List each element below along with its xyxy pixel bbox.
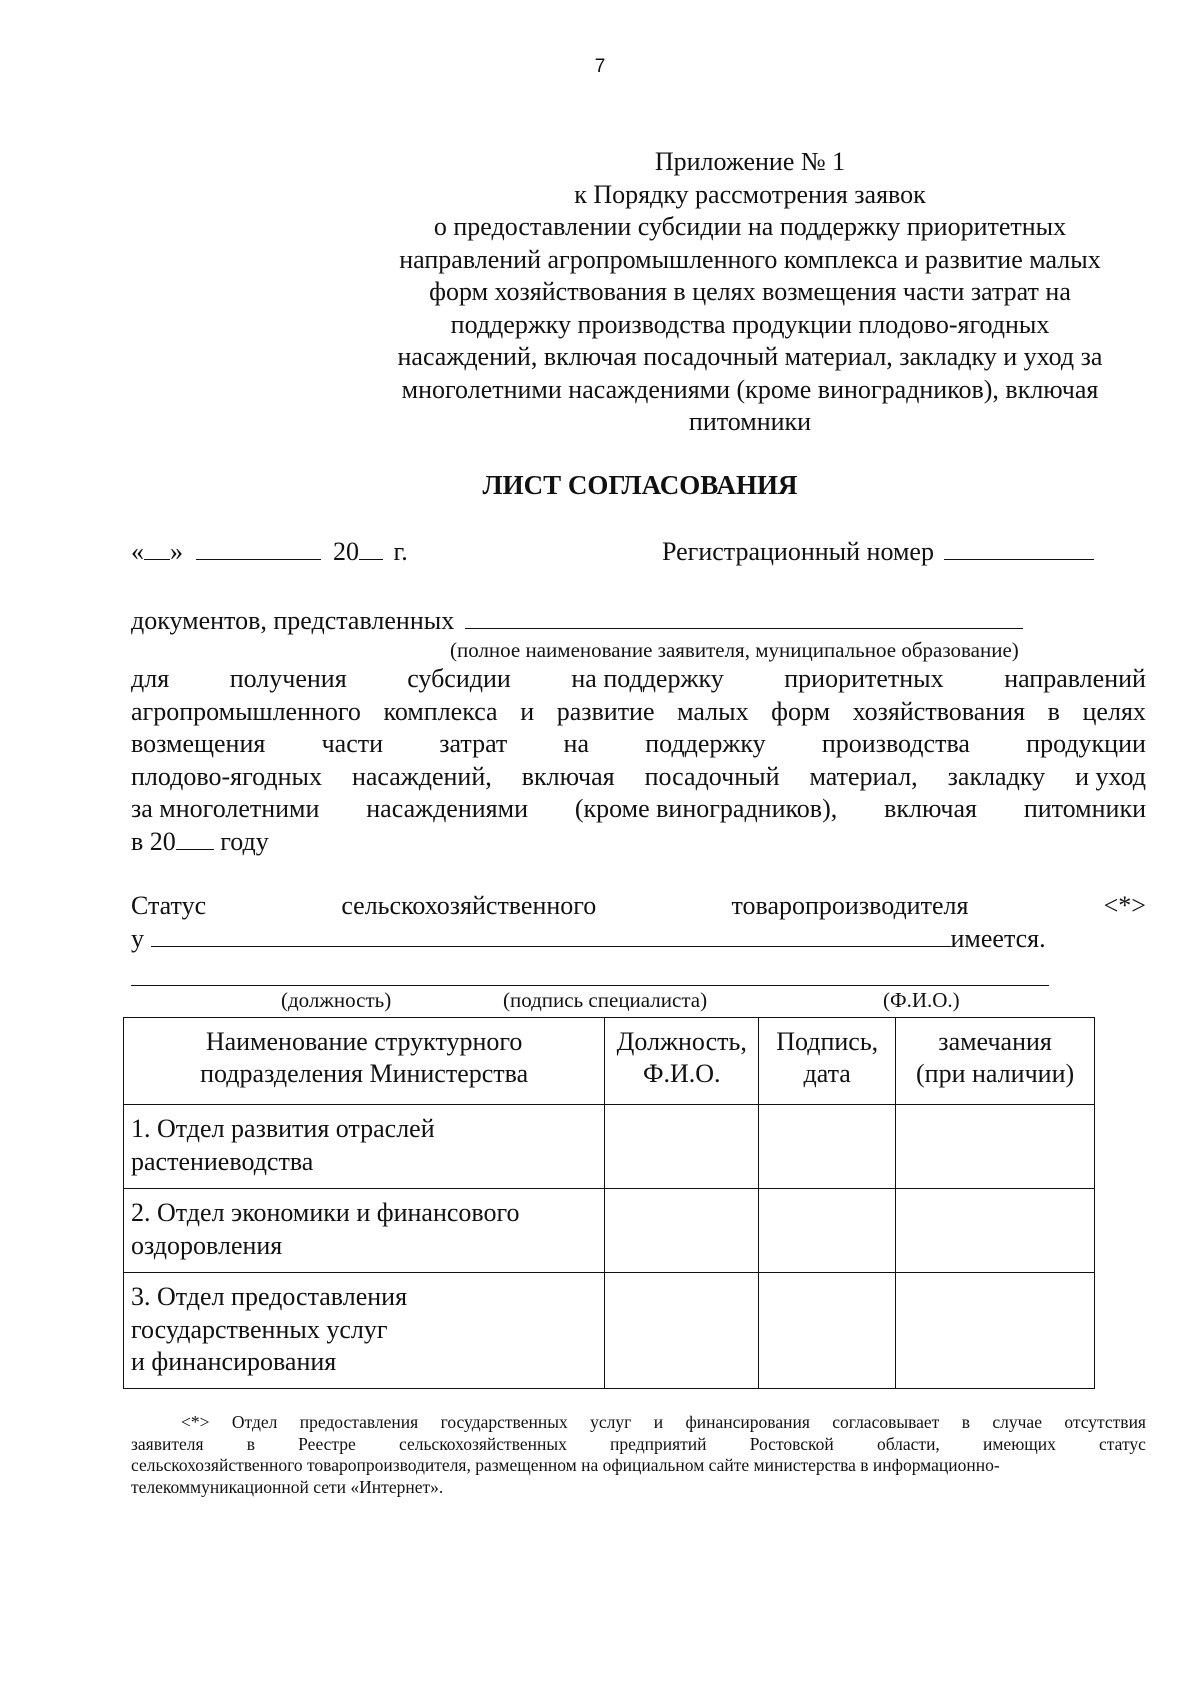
footnote-line-2: [131, 1434, 1146, 1456]
documents-line: [131, 606, 1023, 636]
word: продукции: [1026, 729, 1146, 759]
signature-cell[interactable]: [759, 1105, 896, 1189]
status-blank[interactable]: [151, 924, 951, 947]
registration-label: Регистрационный номер: [662, 537, 934, 566]
date-line: [131, 537, 408, 567]
word: форм: [771, 696, 831, 726]
word: хозяйствования: [852, 696, 1026, 726]
year-blank[interactable]: [359, 537, 383, 560]
appendix-line: направлений агропромышленного комплекса и развитие малых: [399, 244, 1101, 274]
signature-line[interactable]: [131, 985, 1049, 986]
position-label: (должность): [281, 988, 392, 1012]
word: сельскохозяйственного: [341, 891, 597, 920]
position-cell[interactable]: [605, 1189, 759, 1273]
status-suffix: имеется.: [950, 924, 1046, 953]
word: включая: [884, 794, 977, 824]
word: включая: [521, 761, 615, 791]
appendix-line: многолетними насаждениями (кроме виноградников), включая: [401, 374, 1099, 404]
purpose-line-3: [131, 728, 1146, 761]
word: посадочный: [644, 761, 780, 791]
position-cell[interactable]: [605, 1105, 759, 1189]
document-title: ЛИСТ СОГЛАСОВАНИЯ: [482, 470, 798, 500]
word: производства: [821, 729, 970, 759]
word: финансирования: [685, 1412, 810, 1432]
status-prefix: у: [131, 924, 144, 953]
word: развитие: [556, 696, 655, 726]
word: на: [563, 729, 589, 759]
word: предоставления: [299, 1412, 419, 1432]
word: (кроме виноградников),: [574, 794, 838, 824]
word: насаждениями: [366, 794, 529, 824]
department-cell: 1. Отдел развития отраслей растениеводства: [124, 1105, 605, 1189]
appendix-line: к Порядку рассмотрения заявок: [574, 179, 926, 209]
word: и уход: [1075, 761, 1146, 791]
applicant-blank[interactable]: [465, 606, 1023, 629]
word: направлений: [1004, 664, 1146, 693]
name-label: (Ф.И.О.): [883, 988, 960, 1012]
remarks-cell[interactable]: [896, 1273, 1095, 1389]
status-line-1: [131, 889, 1146, 922]
table-row: [124, 1189, 1095, 1273]
word: случае: [992, 1412, 1042, 1432]
word: поддержку: [645, 729, 766, 759]
word: агропромышленного: [131, 696, 361, 726]
remarks-cell[interactable]: [896, 1189, 1095, 1273]
word: Статус: [131, 891, 207, 920]
word: возмещения: [131, 729, 266, 759]
date-open-quote: «: [131, 537, 144, 566]
header-remarks: замечания (при наличии): [896, 1018, 1095, 1105]
word: закладку: [947, 761, 1046, 791]
word: приоритетных: [784, 664, 944, 693]
word: в: [246, 1433, 255, 1454]
purpose-paragraph: [131, 663, 1146, 859]
position-cell[interactable]: [605, 1273, 759, 1389]
header-department: Наименование структурного подразделения Министерства: [124, 1018, 605, 1105]
word: и: [653, 1412, 664, 1432]
word: заявителя: [131, 1433, 204, 1454]
appendix-line: питомники: [688, 407, 812, 436]
applicant-hint: (полное наименование заявителя, муниципальное образование): [450, 638, 1019, 662]
word: согласовывает: [832, 1412, 940, 1432]
registration-number: [662, 537, 1094, 567]
department-cell: 3. Отдел предоставления государственных услуг и финансирования: [124, 1273, 605, 1389]
word: части: [321, 729, 384, 759]
signature-cell[interactable]: [759, 1273, 896, 1389]
word: субсидии: [407, 664, 511, 693]
word: Реестре: [298, 1433, 356, 1454]
word: комплекса: [383, 696, 498, 726]
appendix-line: насаждений, включая посадочный материал, закладку и уход за: [397, 342, 1103, 371]
header-position-name: Должность, Ф.И.О.: [605, 1018, 759, 1105]
word: затрат: [439, 729, 508, 759]
documents-label: документов, представленных: [131, 606, 455, 635]
word: имеющих: [982, 1433, 1056, 1454]
footnote-line-4: телекоммуникационной сети «Интернет».: [131, 1476, 444, 1497]
word: в: [961, 1412, 970, 1432]
word: предприятий: [610, 1433, 707, 1454]
purpose-line-6: [131, 826, 1146, 859]
page-number: 7: [594, 56, 606, 77]
signature-cell[interactable]: [759, 1189, 896, 1273]
appendix-line: о предоставлении субсидии на поддержку приоритетных: [433, 212, 1067, 241]
approval-table: [123, 1017, 1095, 1389]
word: статус: [1099, 1433, 1146, 1454]
word: Ростовской: [749, 1433, 834, 1454]
word: <*>: [181, 1412, 210, 1432]
purpose-line-1: [131, 663, 1146, 696]
word: государственных: [440, 1412, 568, 1432]
registration-blank[interactable]: [944, 537, 1094, 560]
word: плодово-ягодных: [131, 761, 322, 791]
day-blank[interactable]: [144, 537, 170, 560]
signature-labels: [131, 988, 1049, 1014]
appendix-header: [360, 146, 1140, 439]
appendix-line: поддержку производства продукции плодово-ягодных: [450, 309, 1050, 339]
status-paragraph: [131, 889, 1146, 955]
word: материал,: [809, 761, 918, 791]
word: в: [1047, 696, 1060, 726]
signature-label: (подпись специалиста): [503, 988, 708, 1012]
year-prefix: 20: [333, 537, 359, 566]
word: малых: [677, 696, 749, 726]
word: товаропроизводителя: [731, 891, 969, 920]
purpose-line-4: [131, 761, 1146, 794]
purpose-line-2: [131, 696, 1146, 729]
date-close-quote: »: [170, 537, 183, 566]
footnote-mark: <*>: [1103, 891, 1146, 920]
footnote-line-1: [131, 1412, 1146, 1434]
year-word: году: [220, 826, 269, 856]
table-row: [124, 1273, 1095, 1389]
word: получения: [229, 664, 347, 693]
remarks-cell[interactable]: [896, 1105, 1095, 1189]
footnote-line-3: сельскохозяйственного товаропроизводителя, размещенном на официальном сайте министерства в информационно-: [131, 1455, 1000, 1475]
footnote: [131, 1412, 1146, 1498]
word: услуг: [590, 1412, 632, 1432]
department-cell: 2. Отдел экономики и финансового оздоровления: [124, 1189, 605, 1273]
word: и: [520, 696, 535, 726]
word: для: [131, 664, 170, 693]
appendix-line: форм хозяйствования в целях возмещения части затрат на: [429, 277, 1071, 306]
year-prefix: в 20: [131, 826, 176, 856]
status-line-2: [131, 922, 1146, 955]
year-suffix: г.: [393, 537, 408, 566]
word: сельскохозяйственных: [398, 1433, 567, 1454]
header-signature-date: Подпись, дата: [759, 1018, 896, 1105]
word: питомники: [1023, 794, 1146, 824]
word: насаждений,: [351, 761, 492, 791]
word: Отдел: [231, 1412, 278, 1432]
word: области,: [876, 1433, 940, 1454]
word: на поддержку: [571, 664, 724, 693]
subsidy-year-blank[interactable]: [176, 827, 214, 850]
table-row: [124, 1105, 1095, 1189]
appendix-line: Приложение № 1: [654, 147, 846, 176]
month-blank[interactable]: [196, 537, 321, 560]
table-header-row: [124, 1018, 1095, 1105]
word: за многолетними: [131, 794, 320, 824]
purpose-line-5: [131, 793, 1146, 826]
word: целях: [1082, 696, 1146, 726]
word: отсутствия: [1064, 1412, 1146, 1432]
